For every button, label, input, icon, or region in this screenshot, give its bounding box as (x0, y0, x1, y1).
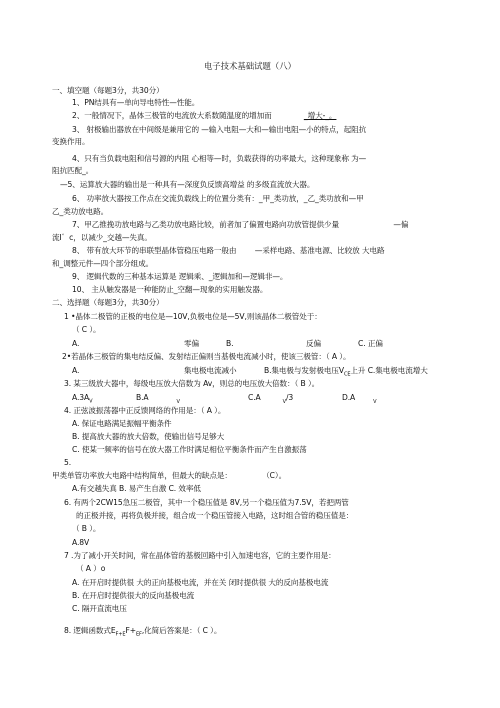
fill-q8-line2: 和_调整元件—四个部分组成。 (52, 259, 154, 268)
fill-q2-answer: _增大-_。 (303, 111, 337, 120)
choice-q3-option-b (136, 393, 180, 407)
fill-q9: 9、 逻辑代数的三种基本运算是 逻辑乘、_逻辑加和—逻辑非—。 (72, 272, 288, 281)
fill-q5: —5、运算放大器的输出是一种具有—深度负反馈高增益 的多级直流放大器。 (60, 180, 315, 189)
fill-q4-line1: 4、只有当负载电阻和信号源的内阻 心相等—时，负载获得的功率最大，这种现象称 为— (72, 154, 367, 163)
choice-q4-option-c: C. 使某一频率的信号在放大器工作时满足相位平衡条件而产生自激振荡 (72, 445, 307, 454)
section2-header: 二、选择题（每题3分，共30分） (52, 298, 164, 307)
choice-q7: 7 .为了减小开关时间，常在晶体管的基极回路中引入加速电容，它的主要作用是： (64, 551, 336, 560)
fill-q3-line2: 变换作用。 (52, 137, 90, 146)
choice-q6-line1: 6. 有两个2CW15急压二极管，其中一个稳压值是 8V,另一个稳压值为7.5V，若把两管 (64, 498, 349, 507)
fill-q1: 1、PN结具有—单向导电特性—性能。 (72, 98, 200, 107)
choice-q8-text-3: ,化简后答案是：（ C ）。 (141, 626, 222, 635)
choice-q4-option-a: A. 保证电路满足振幅平衡条件 (72, 419, 172, 428)
choice-q2-option-b (264, 366, 428, 380)
fill-q2-text: 2、一般情况下，晶体三极管的电流放大系数随温度的增加而 (72, 111, 272, 120)
choice-q8-text-2: F+ (125, 626, 136, 635)
fill-q2 (72, 111, 336, 121)
choice-q3-option-d-subscript: V (373, 398, 377, 405)
fill-q8-mid: —采样电路、基准电源、比较放 大电路 (254, 246, 385, 255)
fill-q3-line1: 3、 射极输出器放在中间级是兼用它的 —输入电阻—大和—输出电阻—小的特点，起阻抗 (72, 125, 367, 134)
choice-q3-option-a-text: A.3A (72, 393, 90, 402)
choice-q3-option-a (72, 393, 92, 407)
choice-q3-option-d-text: D.A (342, 393, 356, 402)
choice-q7-option-c: C. 隔开直流电压 (72, 604, 127, 613)
fill-q4-line2: 阻抗匹配_。 (52, 166, 94, 175)
choice-q3-option-c (248, 393, 293, 407)
choice-q2-option-a: A. (72, 366, 80, 375)
choice-q5-options: A.有交越失真 B. 易产生自激 C. 效率低 (72, 484, 201, 493)
choice-q3-option-d (342, 393, 376, 407)
choice-q7-answer: （ A ）o (76, 564, 106, 573)
choice-q6-answer: （ B ）。 (72, 524, 101, 533)
choice-q1-option-b-text: 反偏 (306, 339, 321, 348)
choice-q1-answer: （ C ）。 (72, 325, 101, 334)
choice-q4: 4. 正弦波振荡器中正反馈网络的作用是：（ A ）。 (64, 406, 226, 415)
choice-q3-option-a-subscript: V (89, 398, 93, 405)
choice-q7-option-b: B. 在开启时提供很大的反向基极电流 (72, 591, 195, 600)
section1-header: 一、填空题（每题3分，共30分） (52, 86, 164, 95)
choice-q3-option-c-subscript: V (282, 398, 286, 405)
choice-q2: 2•若晶体三极管的集电结反偏、发射结正偏则当基极电流减小时，使该三极管：（ A ）。 (62, 352, 351, 361)
choice-q5-number: 5. (64, 458, 72, 467)
fill-q6-line1: 6、 功率放大器按工作点在交流负载线上的位置分类有：_甲_类功放，_乙_类功放和—甲 (72, 194, 364, 203)
choice-q8-subscript-2: EF (136, 631, 142, 638)
choice-q1-option-b: B. (226, 339, 234, 348)
choice-q3-option-b-subscript: V (176, 398, 180, 405)
fill-q6-line2: 乙_类功放电路。 (52, 207, 109, 216)
choice-q8-text: 8. 逻辑函数式E (64, 626, 116, 635)
fill-q7-line2: 流I゛c，以减少_交越—失真。 (52, 233, 152, 242)
choice-q3-option-c-text: C.A (248, 393, 261, 402)
fill-q7-text: 7、甲乙推挽功放电路与乙类功放电路比较，前者加了偏置电路向功放管提供少量 (72, 220, 340, 229)
choice-q2-option-b-text: B.集电极与发射极电压V (264, 366, 344, 375)
choice-q8 (64, 626, 221, 640)
choice-q6-line2: 的正极并接，再将负极并接，组合成一个稳压管接入电路，这时组合管的稳压值是： (76, 511, 354, 520)
choice-q2-option-b-subscript: CE (343, 371, 351, 378)
choice-q1-option-a-text: 零偏 (184, 339, 199, 348)
choice-q5-answer: （C）。 (262, 471, 287, 480)
choice-q3-option-b-text: B.A (136, 393, 149, 402)
choice-q1-option-c: C. 正偏 (358, 339, 383, 348)
choice-q1: 1 •晶体二极管的正极的电位是—10V,负极电位是—5V,则该晶体二极管处于： (64, 312, 322, 321)
choice-q2-option-b-tail: 上升 C.集电极电流增大 (350, 366, 428, 375)
choice-q3: 3. 某三级放大器中，每级电压放大倍数为 Av，则总的电压放大倍数：（ B ）。 (64, 379, 320, 388)
choice-q4-option-b: B. 提高放大器的放大倍数，使输出信号足够大 (72, 432, 225, 441)
choice-q2-option-a-text: 集电极电流减小 (184, 366, 237, 375)
choice-q7-option-a: A. 在开启时提供很 大的正向基极电流，并在关 闭时提供很 大的反向基极电流 (72, 578, 329, 587)
fill-q8-text: 8、 带有放大环节的串联型晶体管稳压电路一般由 (72, 246, 237, 255)
fill-q7-mid: —偏 (393, 220, 409, 229)
choice-q5-text: 甲类单管功率放大电路中结构简单，但最大的缺点是： (52, 471, 232, 480)
choice-q8-subscript-1: F+E (115, 631, 126, 638)
choice-q6-option-a: A.8V (72, 538, 90, 547)
fill-q8-line1 (72, 246, 384, 256)
page-title: 电子技术基础试题（八） (203, 61, 297, 71)
fill-q10: 10、 主从触发器是一种能防止_空翻—现象的实用触发器。 (72, 285, 268, 294)
choice-q5 (52, 471, 286, 481)
choice-q3-option-c-tail: /3 (285, 393, 294, 402)
choice-q1-option-a: A. (72, 339, 80, 348)
fill-q7-line1 (72, 220, 408, 230)
